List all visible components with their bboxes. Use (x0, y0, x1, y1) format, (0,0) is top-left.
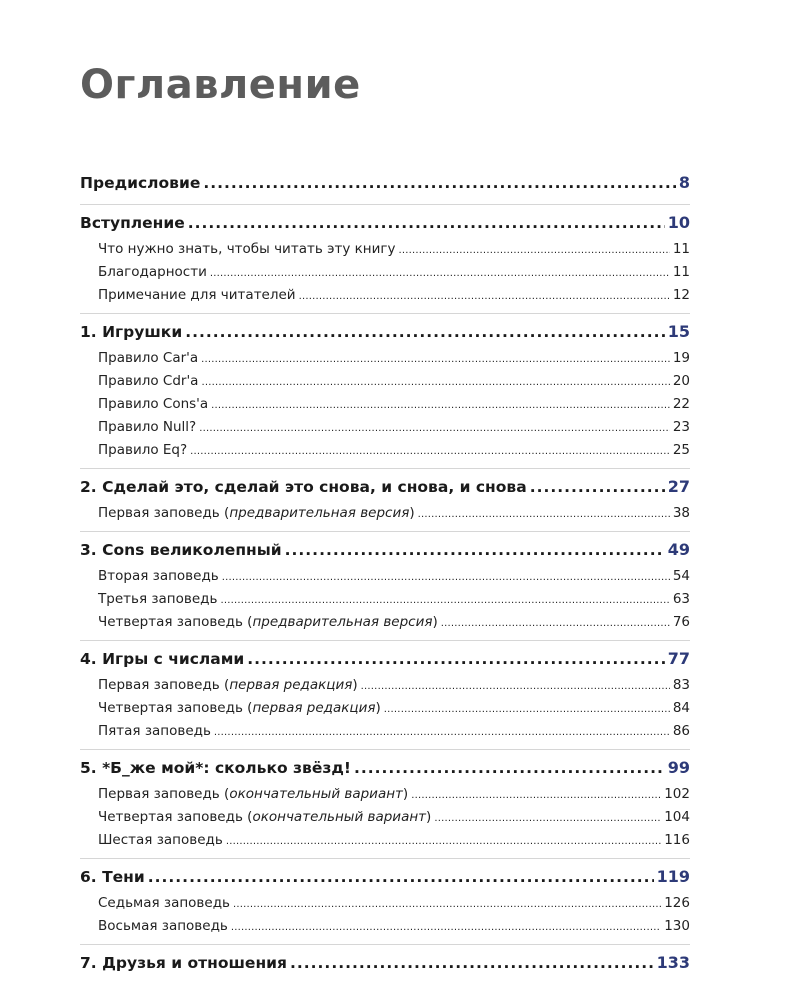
toc-subentry[interactable] (80, 783, 690, 806)
toc-subentry[interactable] (80, 261, 690, 284)
subentry-page-number: 11 (672, 241, 690, 257)
subentry-title (98, 674, 358, 697)
subentry-title (98, 783, 408, 806)
subentry-page-number: 104 (664, 809, 690, 825)
subentry-page-number: 84 (672, 700, 690, 716)
dot-leader (285, 535, 665, 565)
toc-chapter-entry[interactable] (80, 644, 690, 674)
subentry-page-number: 76 (672, 614, 690, 630)
subentry-page-number: 22 (672, 396, 690, 412)
subentry-title (98, 806, 431, 829)
subentry-edition-note: окончательный вариант (252, 809, 427, 825)
subentry-text: Правило Cdr'a (98, 373, 199, 389)
toc-section (80, 469, 690, 532)
subentry-title (98, 611, 438, 634)
subentry-paren-close: ) (432, 614, 438, 630)
dot-leader (199, 417, 670, 440)
subentry-page-number: 38 (672, 505, 690, 521)
dot-leader (434, 807, 661, 830)
subentry-page-number: 63 (672, 591, 690, 607)
dot-leader (148, 862, 654, 892)
toc-subentry[interactable] (80, 565, 690, 588)
dot-leader (233, 893, 661, 916)
dot-leader (226, 830, 661, 853)
toc-subentry[interactable] (80, 720, 690, 743)
dot-leader (411, 784, 661, 807)
chapter-page-number: 49 (667, 540, 690, 559)
subentry-page-number: 86 (672, 723, 690, 739)
subentry-text: Правило Cons'a (98, 396, 209, 412)
toc-section (80, 532, 690, 641)
subentry-text: Восьмая заповедь (98, 918, 228, 934)
toc-subentry[interactable] (80, 806, 690, 829)
toc-subentry[interactable] (80, 370, 690, 393)
toc-subentry[interactable] (80, 393, 690, 416)
subentry-title (98, 347, 198, 370)
toc-section (80, 314, 690, 469)
toc-section (80, 165, 690, 205)
toc-subentry[interactable] (80, 915, 690, 938)
subentry-title (98, 697, 381, 720)
dot-leader (188, 208, 665, 238)
subentry-title (98, 416, 196, 439)
toc-subentry[interactable] (80, 347, 690, 370)
dot-leader (210, 262, 670, 285)
subentry-text: Правило Null? (98, 419, 197, 435)
subentry-title (98, 284, 296, 307)
dot-leader (354, 753, 665, 783)
chapter-title: 7. Друзья и отношения (80, 954, 287, 972)
dot-leader (231, 916, 661, 939)
subentry-title (98, 393, 208, 416)
subentry-text: Пятая заповедь (98, 723, 211, 739)
toc-subentry[interactable] (80, 238, 690, 261)
subentry-text: Шестая заповедь (98, 832, 223, 848)
chapter-title: Предисловие (80, 174, 201, 192)
dot-leader (441, 612, 670, 635)
toc-chapter-entry[interactable] (80, 472, 690, 502)
chapter-title: 4. Игры с числами (80, 650, 245, 668)
table-of-contents (80, 165, 690, 984)
toc-section (80, 750, 690, 859)
subentry-page-number: 12 (672, 287, 690, 303)
toc-section (80, 205, 690, 314)
dot-leader (418, 503, 670, 526)
dot-leader (290, 948, 654, 978)
chapter-page-number: 15 (667, 322, 690, 341)
chapter-title: 1. Игрушки (80, 323, 183, 341)
subentry-page-number: 11 (672, 264, 690, 280)
subentry-page-number: 20 (672, 373, 690, 389)
chapter-title: 5. *Б_же мой*: сколько звёзд! (80, 759, 351, 777)
subentry-text: Седьмая заповедь (98, 895, 230, 911)
chapter-page-number: 133 (656, 953, 690, 972)
toc-section (80, 945, 690, 984)
subentry-title (98, 720, 211, 743)
subentry-paren-close: ) (352, 677, 358, 693)
toc-subentry[interactable] (80, 416, 690, 439)
subentry-edition-note: окончательный вариант (229, 786, 403, 802)
toc-chapter-entry[interactable] (80, 208, 690, 238)
subentry-edition-note: предварительная версия (252, 614, 433, 630)
subentry-text: Четвертая заповедь ( (98, 614, 253, 630)
dot-leader (398, 239, 669, 262)
dot-leader (190, 440, 670, 463)
subentry-title (98, 261, 207, 284)
subentry-edition-note: первая редакция (229, 677, 353, 693)
subentry-page-number: 23 (672, 419, 690, 435)
subentry-title (98, 588, 217, 611)
subentry-text: Правило Eq? (98, 442, 188, 458)
dot-leader (201, 348, 670, 371)
toc-subentry[interactable] (80, 829, 690, 852)
subentry-paren-close: ) (409, 505, 415, 521)
subentry-page-number: 25 (672, 442, 690, 458)
dot-leader (361, 675, 670, 698)
subentry-title (98, 370, 198, 393)
dot-leader (214, 721, 670, 744)
dot-leader (203, 168, 676, 198)
dot-leader (299, 285, 670, 308)
subentry-title (98, 915, 228, 938)
subentry-page-number: 83 (672, 677, 690, 693)
subentry-text: Вторая заповедь (98, 568, 219, 584)
subentry-page-number: 126 (664, 895, 690, 911)
subentry-text: Примечание для читателей (98, 287, 296, 303)
toc-subentry[interactable] (80, 697, 690, 720)
chapter-title: Вступление (80, 214, 185, 232)
page-title: Оглавление (80, 62, 361, 108)
subentry-text: Первая заповедь ( (98, 786, 230, 802)
toc-chapter-entry[interactable] (80, 535, 690, 565)
subentry-paren-close: ) (402, 786, 409, 802)
subentry-paren-close: ) (375, 700, 381, 716)
subentry-text: Что нужно знать, чтобы читать эту книгу (98, 241, 396, 257)
toc-subentry[interactable] (80, 588, 690, 611)
chapter-title: 3. Cons великолепный (80, 541, 282, 559)
subentry-page-number: 19 (672, 350, 690, 366)
subentry-page-number: 54 (672, 568, 690, 584)
subentry-text: Первая заповедь ( (98, 677, 230, 693)
subentry-edition-note: первая редакция (252, 700, 376, 716)
chapter-title: 2. Сделай это, сделай это снова, и снова, и снова (80, 478, 527, 496)
subentry-text: Четвертая заповедь ( (98, 809, 253, 825)
dot-leader (185, 317, 665, 347)
subentry-page-number: 102 (664, 786, 690, 802)
subentry-title (98, 439, 187, 462)
dot-leader (222, 566, 670, 589)
subentry-title (98, 565, 219, 588)
chapter-page-number: 10 (667, 213, 690, 232)
dot-leader (247, 644, 664, 674)
chapter-page-number: 99 (667, 758, 690, 777)
toc-subentry[interactable] (80, 284, 690, 307)
subentry-page-number: 130 (664, 918, 690, 934)
subentry-title (98, 829, 223, 852)
dot-leader (384, 698, 670, 721)
toc-section (80, 641, 690, 750)
toc-subentry[interactable] (80, 502, 690, 525)
toc-chapter-entry[interactable] (80, 317, 690, 347)
toc-subentry[interactable] (80, 674, 690, 697)
chapter-title: 6. Тени (80, 868, 145, 886)
subentry-paren-close: ) (426, 809, 432, 825)
toc-subentry[interactable] (80, 892, 690, 915)
toc-chapter-entry[interactable] (80, 948, 690, 978)
toc-chapter-entry[interactable] (80, 862, 690, 892)
toc-subentry[interactable] (80, 439, 690, 462)
chapter-page-number: 77 (667, 649, 690, 668)
dot-leader (201, 371, 669, 394)
dot-leader (530, 472, 665, 502)
dot-leader (211, 394, 670, 417)
subentry-text: Первая заповедь ( (98, 505, 230, 521)
subentry-text: Третья заповедь (98, 591, 218, 607)
subentry-text: Правило Car'a (98, 350, 199, 366)
subentry-edition-note: предварительная версия (229, 505, 410, 521)
subentry-text: Четвертая заповедь ( (98, 700, 253, 716)
chapter-page-number: 119 (656, 867, 690, 886)
chapter-page-number: 8 (678, 173, 690, 192)
toc-subentry[interactable] (80, 611, 690, 634)
dot-leader (220, 589, 669, 612)
subentry-title (98, 238, 395, 261)
chapter-page-number: 27 (667, 477, 690, 496)
subentry-title (98, 892, 230, 915)
subentry-page-number: 116 (664, 832, 690, 848)
subentry-text: Благодарности (98, 264, 207, 280)
toc-chapter-entry[interactable] (80, 753, 690, 783)
toc-chapter-entry[interactable] (80, 168, 690, 198)
subentry-title (98, 502, 415, 525)
toc-section (80, 859, 690, 945)
